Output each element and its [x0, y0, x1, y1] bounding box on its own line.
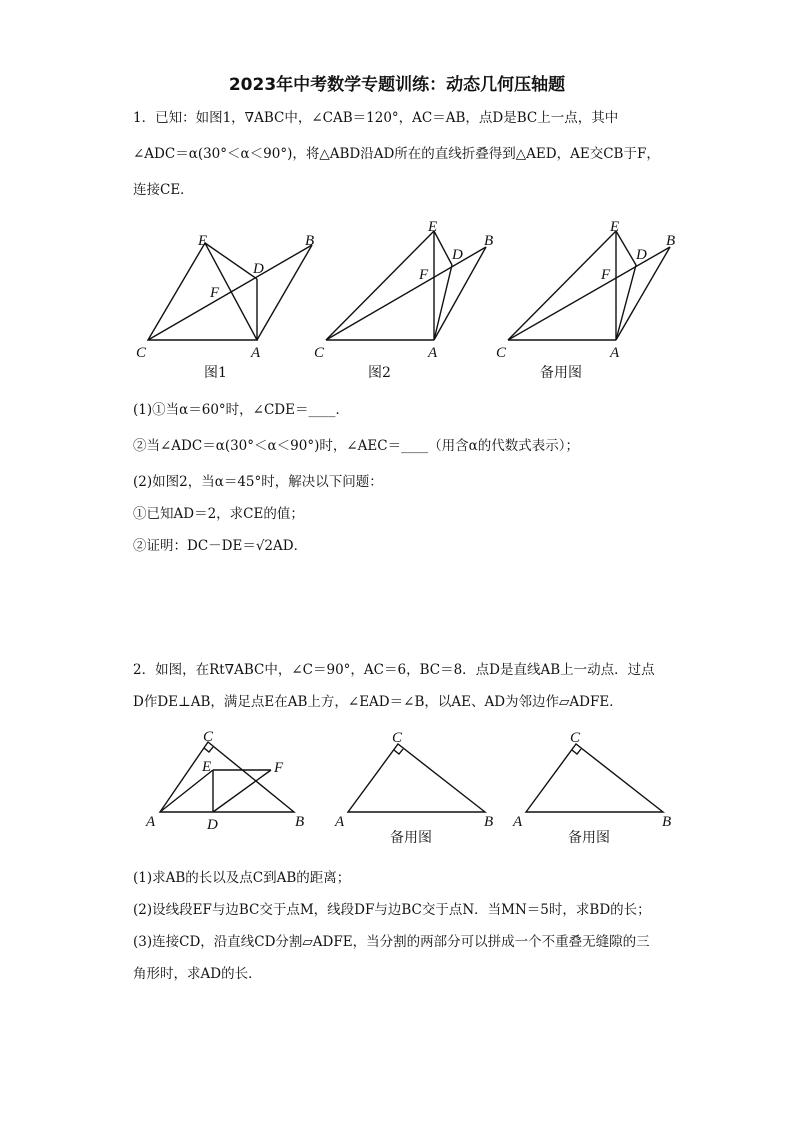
p2fig3-caption: 备用图	[568, 830, 610, 846]
p2fig1-line-DF	[213, 770, 271, 812]
p2fig2-right-angle-mark	[394, 749, 403, 754]
p2fig1-label-F: F	[274, 760, 284, 776]
page-title: 2023年中考数学专题训练：动态几何压轴题	[228, 75, 566, 95]
fig1-label-E: E	[198, 233, 208, 249]
problem2-q2: (2)设线段EF与边BC交于点M，线段DF与边BC交于点N．当MN＝5时，求BD的长；	[133, 902, 651, 918]
problem1-q1-part1: (1)①当α＝60°时，∠CDE＝____．	[133, 402, 349, 418]
fig3-label-E: E	[610, 219, 620, 235]
fig3-line-CE	[508, 231, 616, 340]
problem1-q1-part2: ②当∠ADC＝α(30°＜α＜90°)时，∠AEC＝____（用含α的代数式表示）；	[133, 438, 579, 454]
problem1-line3: 连接CE．	[133, 182, 194, 198]
problem2-q3-line2: 角形时，求AD的长．	[133, 966, 262, 982]
problem2-figure-main	[140, 730, 320, 840]
problem1-line2: ∠ADC＝α(30°＜α＜90°)，将△ABD沿AD所在的直线折叠得到△AED，AE交CB于F，	[133, 146, 660, 162]
p2fig2-triangle-ACB	[348, 744, 485, 812]
p2fig1-label-B: B	[295, 814, 305, 830]
problem2-line2: D作DE⊥AB，满足点E在AB上方，∠EAD＝∠B，以AE、AD为邻边作▱ADFE．	[133, 694, 623, 710]
fig1-label-C: C	[136, 345, 147, 361]
fig1-label-F: F	[210, 285, 220, 301]
fig2-caption: 图2	[368, 365, 391, 381]
p2fig2-caption: 备用图	[390, 830, 432, 846]
fig1-label-A: A	[251, 345, 261, 361]
fig1-label-D: D	[253, 261, 264, 277]
problem1-figure1	[136, 225, 330, 385]
problem2-line1: 2．如图，在Rt∇ABC中，∠C＝90°，AC＝6，BC＝8．点D是直线AB上一动点．过点	[133, 662, 655, 678]
p2fig2-label-C: C	[392, 730, 403, 746]
p2fig2-label-A: A	[335, 814, 345, 830]
fig2-line-ED	[434, 231, 452, 265]
fig2-label-F: F	[419, 267, 429, 283]
fig2-label-D: D	[452, 247, 463, 263]
problem1-line1: 1．已知：如图1，∇ABC中，∠CAB＝120°，AC＝AB，点D是BC上一点，其中	[133, 110, 619, 126]
problem2-q1: (1)求AB的长以及点C到AB的距离；	[133, 870, 351, 886]
fig3-label-D: D	[636, 247, 647, 263]
problem2-q3-line1: (3)连接CD，沿直线CD分割▱ADFE，当分割的两部分可以拼成一个不重叠无缝隙的三	[133, 934, 650, 950]
problem1-figure3	[496, 215, 700, 385]
p2fig1-label-E: E	[202, 759, 212, 775]
fig1-line-ED	[205, 243, 257, 279]
p2fig3-label-B: B	[662, 814, 672, 830]
fig3-label-C: C	[496, 345, 507, 361]
fig2-label-B: B	[484, 233, 494, 249]
fig1-label-B: B	[305, 233, 315, 249]
p2fig2-label-B: B	[484, 814, 494, 830]
p2fig1-label-D: D	[207, 817, 218, 833]
p2fig1-line-AE	[160, 770, 213, 812]
p2fig1-label-A: A	[146, 814, 156, 830]
p2fig3-right-angle-mark	[572, 749, 581, 754]
fig3-caption: 备用图	[540, 365, 582, 381]
fig1-caption: 图1	[204, 365, 227, 381]
fig1-triangle-CEA	[148, 243, 257, 340]
problem1-figure2	[314, 215, 508, 385]
problem2-figure-spare2	[508, 730, 688, 850]
problem1-q2-part2: ②证明：DC－DE＝√2AD．	[133, 538, 308, 554]
problem1-q2: (2)如图2，当α＝45°时，解决以下问题：	[133, 474, 383, 490]
fig2-line-CE	[326, 231, 434, 340]
fig3-line-ED	[616, 231, 636, 265]
p2fig3-label-A: A	[513, 814, 523, 830]
p2fig1-right-angle-mark	[204, 747, 213, 752]
problem1-q2-part1: ①已知AD＝2，求CE的值；	[133, 506, 304, 522]
fig3-label-A: A	[610, 345, 620, 361]
fig1-line-CB	[148, 245, 312, 340]
fig3-label-F: F	[601, 267, 611, 283]
p2fig3-triangle-ACB	[526, 744, 663, 812]
fig2-label-E: E	[428, 219, 438, 235]
fig1-line-AB	[257, 245, 312, 340]
p2fig1-label-C: C	[203, 729, 214, 745]
fig2-label-C: C	[314, 345, 325, 361]
p2fig3-label-C: C	[570, 730, 581, 746]
fig2-label-A: A	[428, 345, 438, 361]
problem2-figure-spare1	[330, 730, 510, 850]
fig3-label-B: B	[666, 233, 676, 249]
